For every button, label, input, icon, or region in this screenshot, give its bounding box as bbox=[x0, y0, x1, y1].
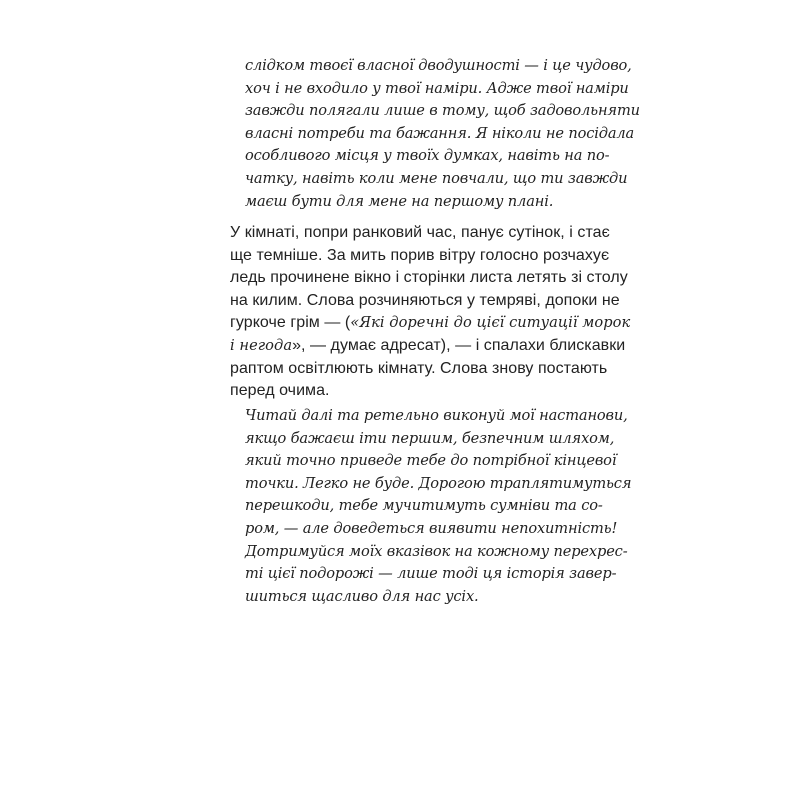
text-line: ті цієї подорожі — лише тоді ця історія завер- bbox=[245, 565, 617, 583]
text-line: перед очима. bbox=[230, 382, 330, 400]
text-line: маєш бути для мене на першому плані. bbox=[245, 192, 554, 210]
text-line: ледь прочинене вікно і сторінки листа летять зі столу bbox=[230, 269, 628, 287]
text-line: шиться щасливо для нас усіх. bbox=[245, 587, 479, 605]
text-line: раптом освітлюють кімнату. Слова знову постають bbox=[230, 359, 608, 377]
text-line: ром, — але доведеться виявити непохитність! bbox=[245, 519, 618, 537]
text-line: перешкоди, тебе мучитимуть сумніви та со- bbox=[245, 497, 603, 515]
text-line: на килим. Слова розчиняються у темряві, допоки не bbox=[230, 291, 620, 309]
text-line: Читай далі та ретельно виконуй мої настанови, bbox=[245, 407, 628, 424]
text-line: Дотримуйся моїх вказівок на кожному перехрес- bbox=[245, 542, 628, 560]
inner-thought-text: і негода bbox=[230, 336, 293, 354]
text-line: особливого місця у твоїх думках, навіть на по- bbox=[245, 147, 610, 165]
letter-excerpt-paragraph-2 bbox=[245, 405, 631, 608]
text-line: хоч і не входило у твої наміри. Адже твої наміри bbox=[245, 79, 629, 97]
text-line: У кімнаті, попри ранковий час, панує сутінок, і стає bbox=[230, 224, 610, 241]
text-line: слідком твоєї власної дводушності — і це чудово, bbox=[245, 57, 632, 74]
letter-excerpt-paragraph-1 bbox=[245, 55, 640, 213]
text-line bbox=[230, 312, 630, 335]
text-line bbox=[230, 335, 630, 358]
narrative-paragraph bbox=[230, 222, 630, 403]
text-fragment: гуркоче грім — ( bbox=[230, 314, 351, 332]
inner-thought-text: «Які доречні до цієї ситуації морок bbox=[350, 314, 631, 332]
text-line: ще темніше. За мить порив вітру голосно розчахує bbox=[230, 246, 610, 264]
text-line: чатку, навіть коли мене повчали, що ти завжди bbox=[245, 169, 628, 187]
text-line: який точно приведе тебе до потрібної кінцевої bbox=[245, 452, 617, 470]
text-line: точки. Легко не буде. Дорогою траплятимуться bbox=[245, 474, 632, 492]
text-line: власні потреби та бажання. Я ніколи не посідала bbox=[245, 124, 635, 142]
text-fragment: », — думає адресат), — і спалахи блискавки bbox=[292, 336, 626, 354]
text-line: якщо бажаєш іти першим, безпечним шляхом, bbox=[245, 429, 615, 447]
text-line: завжди полягали лише в тому, щоб задовольняти bbox=[245, 102, 640, 120]
